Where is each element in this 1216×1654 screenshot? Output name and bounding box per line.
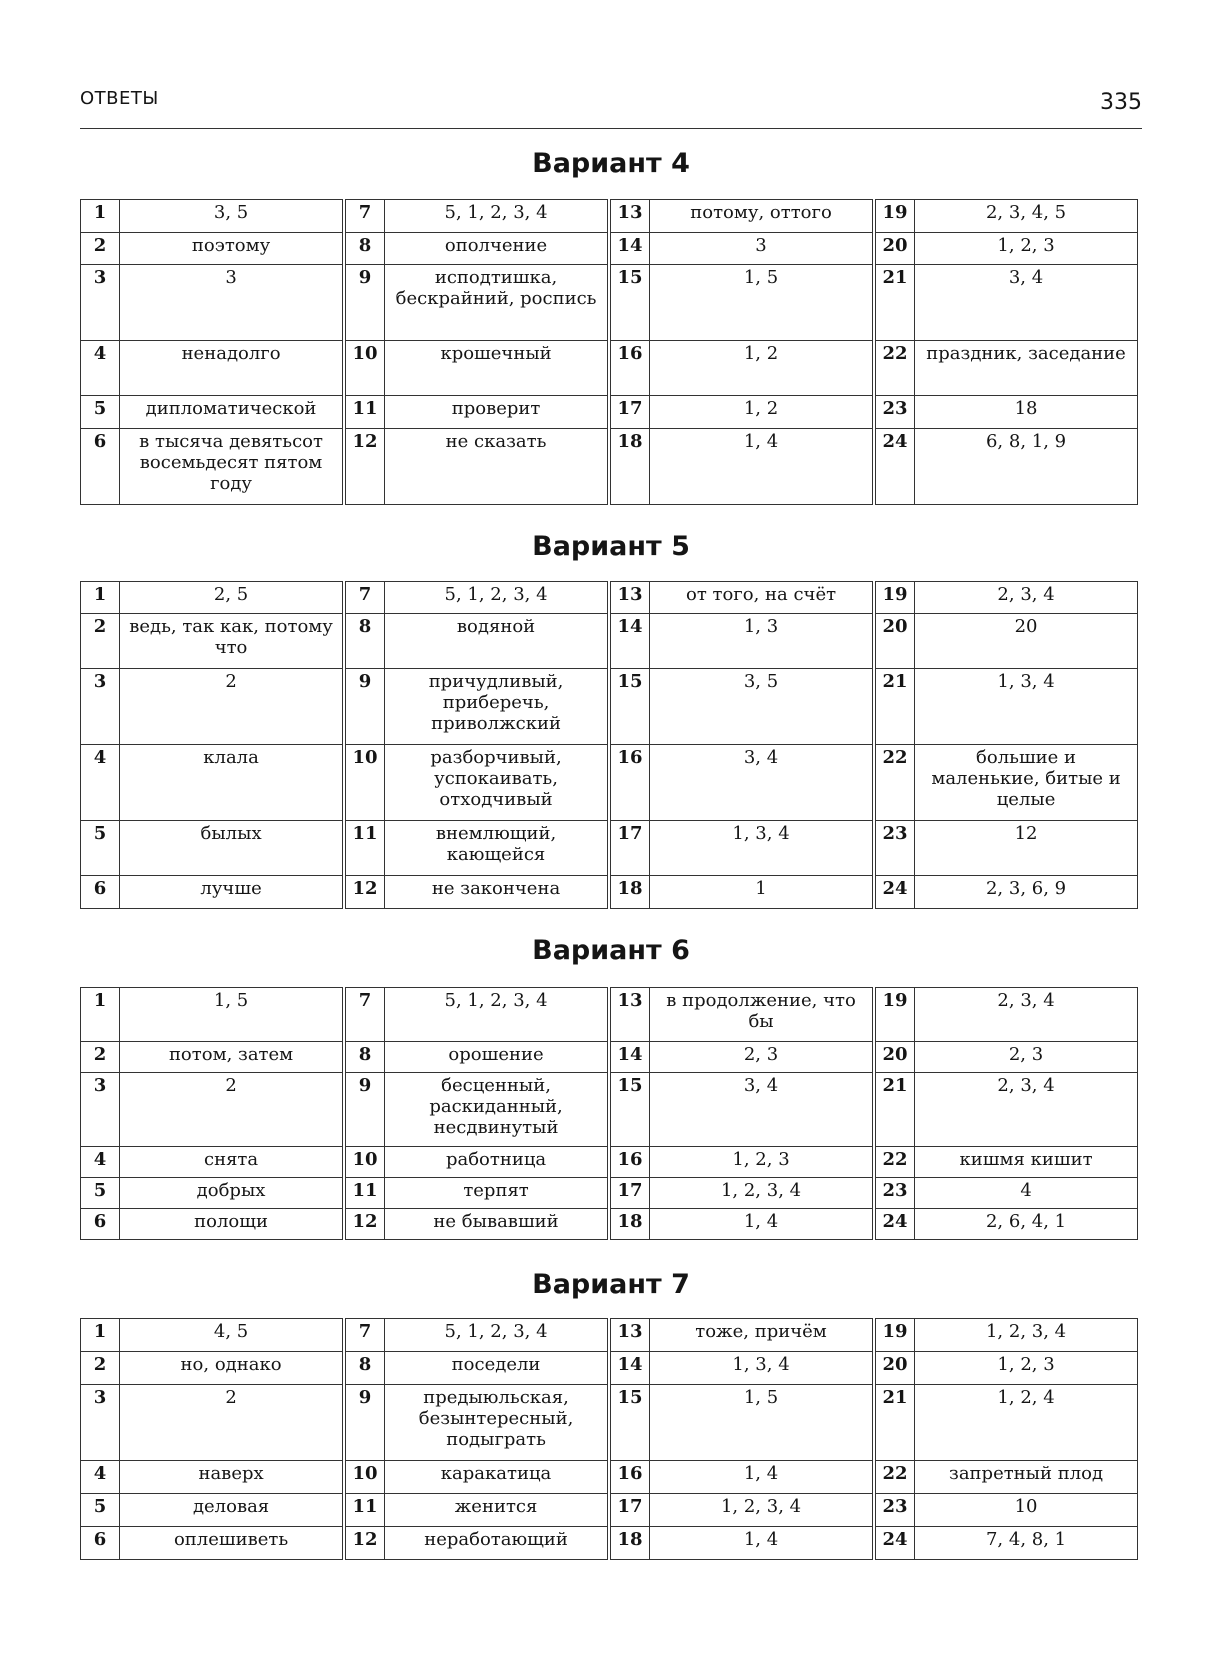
answer-cell: от того, на счёт bbox=[650, 582, 874, 614]
question-number: 8 bbox=[344, 233, 385, 265]
answer-cell: лучше bbox=[120, 876, 344, 909]
question-number: 24 bbox=[874, 1209, 915, 1240]
question-number: 24 bbox=[874, 429, 915, 505]
answer-cell: 5, 1, 2, 3, 4 bbox=[385, 582, 609, 614]
table-row bbox=[81, 669, 1138, 745]
question-number: 10 bbox=[344, 1147, 385, 1178]
answer-cell: наверх bbox=[120, 1461, 344, 1494]
answer-cell: 1, 2 bbox=[650, 341, 874, 396]
section-label: ОТВЕТЫ bbox=[80, 88, 159, 109]
answer-cell: не закончена bbox=[385, 876, 609, 909]
question-number: 13 bbox=[609, 582, 650, 614]
question-number: 2 bbox=[81, 1042, 120, 1073]
question-number: 5 bbox=[81, 1494, 120, 1527]
answer-cell: внемлющий, кающейся bbox=[385, 821, 609, 876]
table-row bbox=[81, 1042, 1138, 1073]
answer-cell: дипломатической bbox=[120, 396, 344, 429]
answer-cell: 1, 3, 4 bbox=[650, 1352, 874, 1385]
question-number: 20 bbox=[874, 1042, 915, 1073]
question-number: 19 bbox=[874, 582, 915, 614]
question-number: 14 bbox=[609, 614, 650, 669]
answer-cell: запретный плод bbox=[915, 1461, 1138, 1494]
question-number: 18 bbox=[609, 1209, 650, 1240]
question-number: 23 bbox=[874, 1494, 915, 1527]
question-number: 23 bbox=[874, 396, 915, 429]
answer-cell: 4 bbox=[915, 1178, 1138, 1209]
question-number: 3 bbox=[81, 1073, 120, 1147]
answer-cell: 2 bbox=[120, 669, 344, 745]
question-number: 16 bbox=[609, 1461, 650, 1494]
question-number: 1 bbox=[81, 988, 120, 1042]
question-number: 18 bbox=[609, 876, 650, 909]
question-number: 20 bbox=[874, 233, 915, 265]
question-number: 12 bbox=[344, 429, 385, 505]
answer-cell: 4, 5 bbox=[120, 1319, 344, 1352]
answer-cell: 2, 3, 4 bbox=[915, 1073, 1138, 1147]
question-number: 16 bbox=[609, 1147, 650, 1178]
question-number: 7 bbox=[344, 200, 385, 233]
question-number: 16 bbox=[609, 341, 650, 396]
answer-cell: потому, оттого bbox=[650, 200, 874, 233]
answer-cell: но, однако bbox=[120, 1352, 344, 1385]
question-number: 13 bbox=[609, 200, 650, 233]
answer-cell: женится bbox=[385, 1494, 609, 1527]
question-number: 9 bbox=[344, 1385, 385, 1461]
page-number: 335 bbox=[1100, 90, 1142, 115]
question-number: 13 bbox=[609, 988, 650, 1042]
table-row bbox=[81, 396, 1138, 429]
question-number: 1 bbox=[81, 582, 120, 614]
question-number: 15 bbox=[609, 1385, 650, 1461]
answer-cell: 1, 2, 3, 4 bbox=[650, 1178, 874, 1209]
table-row bbox=[81, 1461, 1138, 1494]
answer-cell: 2, 5 bbox=[120, 582, 344, 614]
answer-cell: былых bbox=[120, 821, 344, 876]
answer-cell: ненадолго bbox=[120, 341, 344, 396]
answer-cell: крошечный bbox=[385, 341, 609, 396]
table-row bbox=[81, 1527, 1138, 1560]
answer-cell: 2, 3, 4 bbox=[915, 582, 1138, 614]
table-row bbox=[81, 1209, 1138, 1240]
answer-cell: 2, 3 bbox=[650, 1042, 874, 1073]
answer-cell: деловая bbox=[120, 1494, 344, 1527]
question-number: 5 bbox=[81, 1178, 120, 1209]
answer-cell: причудливый, приберечь, приволжский bbox=[385, 669, 609, 745]
question-number: 21 bbox=[874, 669, 915, 745]
answer-cell: 2, 3, 6, 9 bbox=[915, 876, 1138, 909]
answer-cell: 1, 2, 3, 4 bbox=[915, 1319, 1138, 1352]
question-number: 5 bbox=[81, 821, 120, 876]
answer-cell: 1, 2, 3 bbox=[915, 233, 1138, 265]
answer-cell: потом, затем bbox=[120, 1042, 344, 1073]
answer-cell: терпят bbox=[385, 1178, 609, 1209]
table-row bbox=[81, 876, 1138, 909]
answer-cell: клала bbox=[120, 745, 344, 821]
question-number: 17 bbox=[609, 821, 650, 876]
question-number: 10 bbox=[344, 1461, 385, 1494]
answer-table bbox=[80, 987, 1138, 1240]
question-number: 1 bbox=[81, 1319, 120, 1352]
answer-cell: 1, 2, 4 bbox=[915, 1385, 1138, 1461]
table-row bbox=[81, 1385, 1138, 1461]
answer-cell: тоже, причём bbox=[650, 1319, 874, 1352]
answer-cell: 1, 4 bbox=[650, 1209, 874, 1240]
question-number: 23 bbox=[874, 1178, 915, 1209]
question-number: 6 bbox=[81, 1209, 120, 1240]
question-number: 15 bbox=[609, 669, 650, 745]
answer-cell: каракатица bbox=[385, 1461, 609, 1494]
answer-cell: оплешиветь bbox=[120, 1527, 344, 1560]
answer-cell: 3, 4 bbox=[915, 265, 1138, 341]
question-number: 9 bbox=[344, 1073, 385, 1147]
question-number: 21 bbox=[874, 1073, 915, 1147]
answer-cell: работница bbox=[385, 1147, 609, 1178]
answer-cell: 12 bbox=[915, 821, 1138, 876]
answer-cell: 1 bbox=[650, 876, 874, 909]
question-number: 22 bbox=[874, 341, 915, 396]
answer-cell: 3, 5 bbox=[650, 669, 874, 745]
answer-table bbox=[80, 581, 1138, 909]
answer-cell: 1, 5 bbox=[650, 265, 874, 341]
question-number: 19 bbox=[874, 1319, 915, 1352]
answer-cell: 1, 4 bbox=[650, 1527, 874, 1560]
answer-cell: исподтишка, бескрайний, роспись bbox=[385, 265, 609, 341]
table-row bbox=[81, 1494, 1138, 1527]
answer-cell: 1, 3, 4 bbox=[915, 669, 1138, 745]
answer-cell: 2 bbox=[120, 1385, 344, 1461]
answer-cell: 1, 4 bbox=[650, 1461, 874, 1494]
answer-cell: 1, 5 bbox=[120, 988, 344, 1042]
question-number: 13 bbox=[609, 1319, 650, 1352]
answer-cell: 3, 4 bbox=[650, 745, 874, 821]
answer-cell: 6, 8, 1, 9 bbox=[915, 429, 1138, 505]
question-number: 11 bbox=[344, 1494, 385, 1527]
answer-cell: снята bbox=[120, 1147, 344, 1178]
table-row bbox=[81, 1319, 1138, 1352]
question-number: 5 bbox=[81, 396, 120, 429]
variant-title: Вариант 5 bbox=[532, 531, 690, 562]
answer-cell: ополчение bbox=[385, 233, 609, 265]
answer-cell: 5, 1, 2, 3, 4 bbox=[385, 988, 609, 1042]
question-number: 4 bbox=[81, 1147, 120, 1178]
answer-cell: разборчивый, успокаивать, отходчивый bbox=[385, 745, 609, 821]
question-number: 21 bbox=[874, 1385, 915, 1461]
question-number: 21 bbox=[874, 265, 915, 341]
question-number: 16 bbox=[609, 745, 650, 821]
variant-title: Вариант 4 bbox=[532, 148, 690, 179]
answer-cell: 10 bbox=[915, 1494, 1138, 1527]
question-number: 2 bbox=[81, 233, 120, 265]
table-row bbox=[81, 341, 1138, 396]
page-header bbox=[80, 84, 1142, 129]
question-number: 22 bbox=[874, 1147, 915, 1178]
answer-cell: 2, 3 bbox=[915, 1042, 1138, 1073]
answer-cell: бесценный, раскиданный, несдвинутый bbox=[385, 1073, 609, 1147]
question-number: 10 bbox=[344, 341, 385, 396]
answer-cell: 5, 1, 2, 3, 4 bbox=[385, 1319, 609, 1352]
answer-cell: 3 bbox=[120, 265, 344, 341]
question-number: 17 bbox=[609, 396, 650, 429]
table-row bbox=[81, 1352, 1138, 1385]
question-number: 23 bbox=[874, 821, 915, 876]
answer-cell: не сказать bbox=[385, 429, 609, 505]
answer-cell: 1, 4 bbox=[650, 429, 874, 505]
question-number: 12 bbox=[344, 876, 385, 909]
question-number: 7 bbox=[344, 582, 385, 614]
variant-title: Вариант 7 bbox=[532, 1269, 690, 1300]
question-number: 19 bbox=[874, 988, 915, 1042]
question-number: 11 bbox=[344, 396, 385, 429]
answer-cell: 1, 3 bbox=[650, 614, 874, 669]
question-number: 2 bbox=[81, 1352, 120, 1385]
question-number: 24 bbox=[874, 1527, 915, 1560]
question-number: 17 bbox=[609, 1178, 650, 1209]
answer-cell: 2, 3, 4 bbox=[915, 988, 1138, 1042]
answer-cell: в продолжение, что бы bbox=[650, 988, 874, 1042]
answer-table bbox=[80, 199, 1138, 505]
question-number: 12 bbox=[344, 1527, 385, 1560]
question-number: 4 bbox=[81, 1461, 120, 1494]
question-number: 15 bbox=[609, 265, 650, 341]
question-number: 6 bbox=[81, 1527, 120, 1560]
variant-title: Вариант 6 bbox=[532, 935, 690, 966]
question-number: 17 bbox=[609, 1494, 650, 1527]
answer-cell: 1, 5 bbox=[650, 1385, 874, 1461]
question-number: 4 bbox=[81, 745, 120, 821]
question-number: 14 bbox=[609, 233, 650, 265]
question-number: 10 bbox=[344, 745, 385, 821]
answer-cell: 3, 5 bbox=[120, 200, 344, 233]
question-number: 6 bbox=[81, 429, 120, 505]
question-number: 7 bbox=[344, 988, 385, 1042]
question-number: 15 bbox=[609, 1073, 650, 1147]
question-number: 20 bbox=[874, 1352, 915, 1385]
table-row bbox=[81, 429, 1138, 505]
answer-cell: поседели bbox=[385, 1352, 609, 1385]
answer-cell: 1, 3, 4 bbox=[650, 821, 874, 876]
question-number: 22 bbox=[874, 745, 915, 821]
question-number: 9 bbox=[344, 265, 385, 341]
answer-cell: 2, 6, 4, 1 bbox=[915, 1209, 1138, 1240]
question-number: 19 bbox=[874, 200, 915, 233]
question-number: 11 bbox=[344, 821, 385, 876]
answer-cell: 3 bbox=[650, 233, 874, 265]
question-number: 3 bbox=[81, 669, 120, 745]
answer-table bbox=[80, 1318, 1138, 1560]
answer-cell: 1, 2, 3, 4 bbox=[650, 1494, 874, 1527]
answer-cell: 3, 4 bbox=[650, 1073, 874, 1147]
answer-cell: водяной bbox=[385, 614, 609, 669]
table-row bbox=[81, 1147, 1138, 1178]
table-row bbox=[81, 582, 1138, 614]
question-number: 8 bbox=[344, 614, 385, 669]
answer-cell: 2, 3, 4, 5 bbox=[915, 200, 1138, 233]
answer-cell: неработающий bbox=[385, 1527, 609, 1560]
question-number: 14 bbox=[609, 1352, 650, 1385]
question-number: 22 bbox=[874, 1461, 915, 1494]
answer-cell: 18 bbox=[915, 396, 1138, 429]
table-row bbox=[81, 265, 1138, 341]
answer-cell: добрых bbox=[120, 1178, 344, 1209]
answer-cell: орошение bbox=[385, 1042, 609, 1073]
answer-cell: большие и маленькие, битые и целые bbox=[915, 745, 1138, 821]
answer-cell: предыюльская, безынтересный, подыграть bbox=[385, 1385, 609, 1461]
table-row bbox=[81, 1073, 1138, 1147]
answer-cell: праздник, заседание bbox=[915, 341, 1138, 396]
question-number: 3 bbox=[81, 1385, 120, 1461]
question-number: 7 bbox=[344, 1319, 385, 1352]
question-number: 8 bbox=[344, 1042, 385, 1073]
question-number: 18 bbox=[609, 1527, 650, 1560]
answer-cell: ведь, так как, потому что bbox=[120, 614, 344, 669]
question-number: 18 bbox=[609, 429, 650, 505]
answer-cell: проверит bbox=[385, 396, 609, 429]
question-number: 14 bbox=[609, 1042, 650, 1073]
answer-cell: полощи bbox=[120, 1209, 344, 1240]
answer-cell: не бывавший bbox=[385, 1209, 609, 1240]
table-row bbox=[81, 745, 1138, 821]
question-number: 24 bbox=[874, 876, 915, 909]
question-number: 3 bbox=[81, 265, 120, 341]
table-row bbox=[81, 233, 1138, 265]
answer-cell: 1, 2, 3 bbox=[650, 1147, 874, 1178]
question-number: 6 bbox=[81, 876, 120, 909]
answer-cell: 2 bbox=[120, 1073, 344, 1147]
table-row bbox=[81, 988, 1138, 1042]
table-row bbox=[81, 821, 1138, 876]
question-number: 9 bbox=[344, 669, 385, 745]
table-row bbox=[81, 614, 1138, 669]
question-number: 20 bbox=[874, 614, 915, 669]
answer-cell: 1, 2, 3 bbox=[915, 1352, 1138, 1385]
answer-cell: поэтому bbox=[120, 233, 344, 265]
question-number: 4 bbox=[81, 341, 120, 396]
answer-cell: 20 bbox=[915, 614, 1138, 669]
answer-cell: 5, 1, 2, 3, 4 bbox=[385, 200, 609, 233]
question-number: 2 bbox=[81, 614, 120, 669]
answer-cell: 1, 2 bbox=[650, 396, 874, 429]
question-number: 12 bbox=[344, 1209, 385, 1240]
table-row bbox=[81, 1178, 1138, 1209]
answer-cell: 7, 4, 8, 1 bbox=[915, 1527, 1138, 1560]
question-number: 11 bbox=[344, 1178, 385, 1209]
answer-cell: в тысяча девятьсот восемьдесят пятом году bbox=[120, 429, 344, 505]
table-row bbox=[81, 200, 1138, 233]
question-number: 1 bbox=[81, 200, 120, 233]
question-number: 8 bbox=[344, 1352, 385, 1385]
answer-cell: кишмя кишит bbox=[915, 1147, 1138, 1178]
